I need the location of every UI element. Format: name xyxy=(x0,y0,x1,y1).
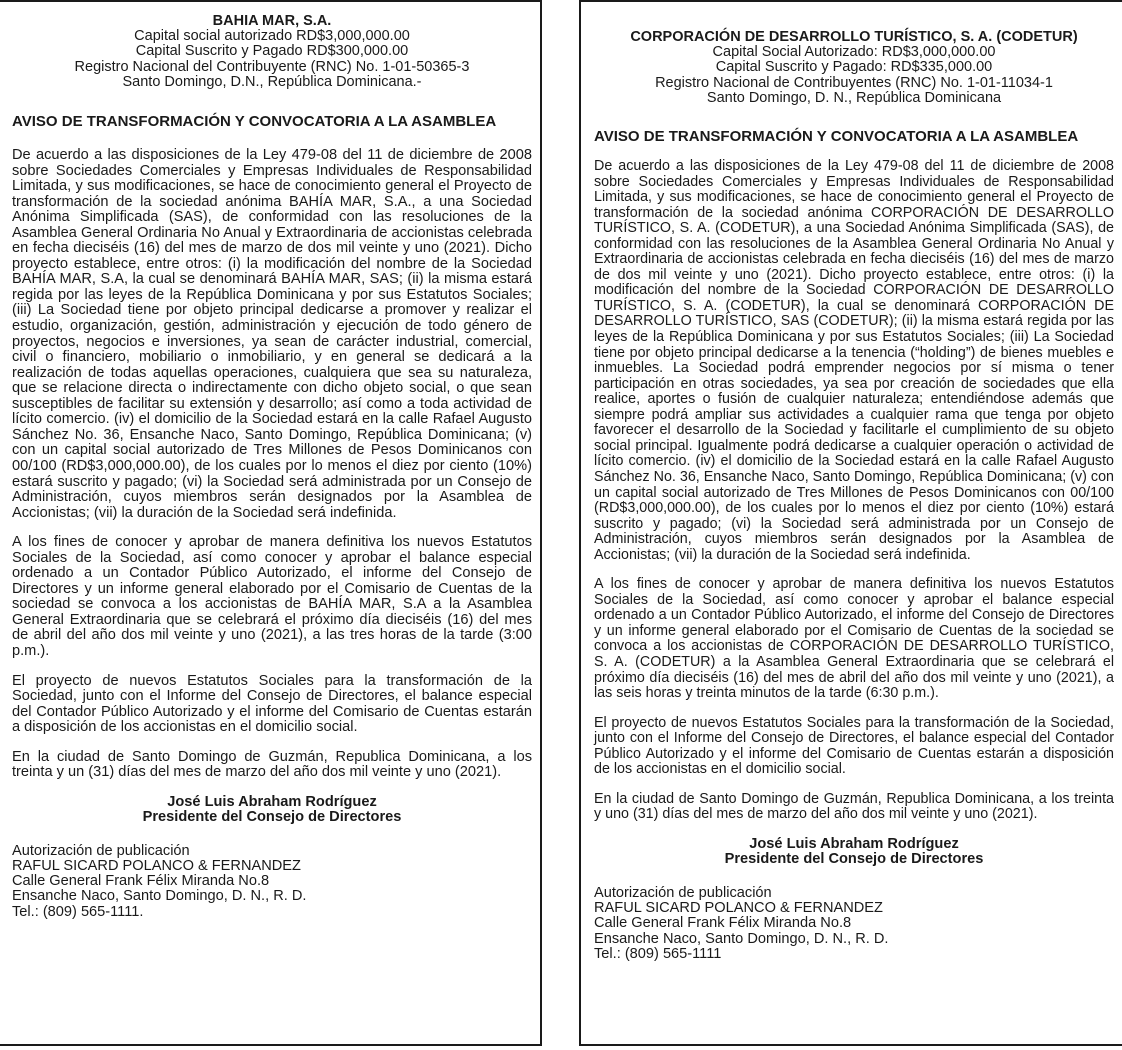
law-firm-name: RAFUL SICARD POLANCO & FERNANDEZ xyxy=(594,900,883,917)
publication-authorization xyxy=(12,844,532,920)
signer-role: Presidente del Consejo de Directores xyxy=(724,851,984,868)
publication-label: Autorización de publicación xyxy=(12,842,190,859)
availability-paragraph: El proyecto de nuevos Estatutos Sociales para la transformación de la Sociedad, junto con el Informe del Consejo de Directores, el balance especial del Contador Público Autorizado y el informe del Comisario de Cuentas estarán a disposición de los accionistas en el domicilio social. xyxy=(12,672,532,736)
company-name: BAHIA MAR, S.A. xyxy=(212,13,332,29)
company-header xyxy=(12,14,532,90)
company-location: Santo Domingo, D. N., República Dominicana xyxy=(706,89,1002,106)
notice-bahia-mar xyxy=(0,0,542,1046)
date-paragraph: En la ciudad de Santo Domingo de Guzmán, Republica Dominicana, a los treinta y un (31) días del mes de marzo del año dos mil veinte y uno (2021). xyxy=(12,748,532,781)
notice-title: AVISO DE TRANSFORMACIÓN Y CONVOCATORIA A LA ASAMBLEA xyxy=(594,128,1079,146)
law-firm-city: Ensanche Naco, Santo Domingo, D. N., R. D. xyxy=(594,930,889,947)
column-gutter xyxy=(542,0,579,1050)
availability-paragraph: El proyecto de nuevos Estatutos Sociales para la transformación de la Sociedad, junto con el Informe del Consejo de Directores, el balance especial del Contador Público Autorizado y el informe del Comisario de Cuentas estarán a disposición de los accionistas en el domicilio social. xyxy=(594,714,1114,778)
notice-title: AVISO DE TRANSFORMACIÓN Y CONVOCATORIA A LA ASAMBLEA xyxy=(12,113,497,131)
notice-body xyxy=(594,30,1114,962)
law-firm-name: RAFUL SICARD POLANCO & FERNANDEZ xyxy=(12,858,301,874)
law-firm-city: Ensanche Naco, Santo Domingo, D. N., R. D. xyxy=(12,888,307,905)
signer-name: José Luis Abraham Rodríguez xyxy=(167,793,377,810)
signature-block xyxy=(594,837,1114,868)
convocation-paragraph: A los fines de conocer y aprobar de manera definitiva los nuevos Estatutos Sociales de la Sociedad, así como conocer y aprobar el balance especial ordenado a un Contador Público Autorizado, el informe del Consejo de Directores y un informe general elaborado por el Comisario de Cuentas de la sociedad se convoca a los accionistas de BAHÍA MAR, S.A a la Asamblea General Extraordinaria que se celebrará el próximo día dieciséis (16) del mes de abril del año dos mil veinte y uno (2021), a las tres horas de la tarde (3:00 p.m.). xyxy=(12,534,532,659)
date-paragraph: En la ciudad de Santo Domingo de Guzmán, Republica Dominicana, a los treinta y uno (31) días del mes de marzo del año dos mil veinte y uno (2021). xyxy=(594,790,1114,823)
transformation-paragraph: De acuerdo a las disposiciones de la Ley 479-08 del 11 de diciembre de 2008 sobre Sociedades Comerciales y Empresas Individuales de Responsabilidad Limitada, y sus modificaciones, se hace de conocimiento general el Proyecto de transformación de la sociedad anónima BAHÍA MAR, S.A., a una Sociedad Anónima Simplificada (SAS), de conformidad con las resoluciones de la Asamblea General Ordinaria No Anual y Extraordinaria de accionistas celebrada en fecha dieciséis (16) del mes de marzo de dos mil veinte y uno (2021). Dicho proyecto establece, entre otros: (i) la modificación del nombre de la Sociedad BAHÍA MAR, S.A, la cual se denominará BAHÍA MAR, SAS; (ii) la misma estará regida por las leyes de la República Dominicana y por sus Estatutos Sociales; (iii) La Sociedad tiene por objeto principal dedicarse a promover y realizar el estudio, organización, gestión, administración y ejecución de todo género de proyectos, negocios e inversiones, ya sean de carácter industrial, comercial, civil o financiero, mobiliario o inmobiliario, y en general se dedicará a la realización de todas aquellas operaciones, cualquiera que sea su naturaleza, que se relacione directa o indirectamente con dicho objeto social, o que sean susceptibles de facilitar su extensión y desarrollo; así como a toda actividad de lícito comercio. (iv) el domicilio de la Sociedad estará en la calle Rafael Augusto Sánchez No. 36, Ensanche Naco, Santo Domingo, República Dominicana; (v) con un capital social autorizado de Tres Millones de Pesos Dominicanos con 00/100 (RD$3,000,000.00), de los cuales por lo menos el diez por ciento (10%) estará suscrito y pagado; (vi) la Sociedad será administrada por un Consejo de Administración, cuyos miembros serán designados por la Asamblea de Accionistas; (vii) la duración de la Sociedad será indefinida. xyxy=(12,147,532,521)
rnc-number: Registro Nacional de Contribuyentes (RNC) No. 1-01-11034-1 xyxy=(655,74,1053,91)
publication-authorization xyxy=(594,886,1114,962)
publication-label: Autorización de publicación xyxy=(594,884,772,901)
authorized-capital: Capital social autorizado RD$3,000,000.00 xyxy=(134,28,410,45)
company-location: Santo Domingo, D.N., República Dominicana.- xyxy=(122,73,422,90)
authorized-capital: Capital Social Autorizado: RD$3,000,000.00 xyxy=(712,44,996,61)
transformation-paragraph: De acuerdo a las disposiciones de la Ley 479-08 del 11 de diciembre de 2008 sobre Sociedades Comerciales y Empresas Individuales de Responsabilidad Limitada, y sus modificaciones, se hace de conocimiento general el Proyecto de transformación de la sociedad anónima CORPORACIÓN DE DESARROLLO TURÍSTICO, S. A. (CODETUR), a una Sociedad Anónima Simplificada (SAS), de conformidad con las resoluciones de la Asamblea General Ordinaria No Anual y Extraordinaria de accionistas celebrada en fecha dieciséis (16) del mes de marzo de dos mil veinte y uno (2021). Dicho proyecto establece, entre otros: (i) la modificación del nombre de la Sociedad CORPORACIÓN DE DESARROLLO TURÍSTICO, S. A. (CODETUR), la cual se denominará CORPORACIÓN DE DESARROLLO TURÍSTICO, SAS (CODETUR); (ii) la misma estará regida por las leyes de la República Dominicana y por sus Estatutos Sociales; (iii) La Sociedad tiene por objeto principal dedicarse a la tenencia (“holding”) de bienes muebles e inmuebles. La Sociedad podrá emprender negocios por sí misma o tener participación en otras sociedades, ya sea por creación de sociedades que ella realice, aportes o fusión de cualquier naturaleza; entendiéndose además que siempre podrá ampliar sus actividades a cualquier rama que tenga por objeto favorecer el desarrollo de la Sociedad y facilitarle el cumplimiento de su objeto social principal. Igualmente podrá dedicarse a cualquier operación o actividad de lícito comercio. (iv) el domicilio de la Sociedad estará en la calle Rafael Augusto Sánchez No. 36, Ensanche Naco, Santo Domingo, República Dominicana; (v) con un capital social autorizado de Tres Millones de Pesos Dominicanos con 00/100 (RD$3,000,000.00), de los cuales por lo menos el diez por ciento (10%) estará suscrito y pagado; (vi) la Sociedad será administrada por un Consejo de Administración, cuyos miembros serán designados por la Asamblea de Accionistas; (vii) la duración de la Sociedad será indefinida. xyxy=(594,158,1114,563)
company-name: CORPORACIÓN DE DESARROLLO TURÍSTICO, S. A. (CODETUR) xyxy=(630,29,1078,45)
rnc-number: Registro Nacional del Contribuyente (RNC) No. 1-01-50365-3 xyxy=(74,58,470,75)
notice-codetur xyxy=(579,0,1122,1046)
subscribed-capital: Capital Suscrito y Pagado: RD$335,000.00 xyxy=(715,59,993,76)
law-firm-phone: Tel.: (809) 565-1111 xyxy=(594,945,722,962)
convocation-paragraph: A los fines de conocer y aprobar de manera definitiva los nuevos Estatutos Sociales de la Sociedad, así como conocer y aprobar el balance especial ordenado a un Contador Público Autorizado, el informe del Consejo de Directores y un informe general elaborado por el Comisario de Cuentas de la sociedad se convoca a los accionistas de CORPORACIÓN DE DESARROLLO TURÍSTICO, S. A. (CODETUR) a la Asamblea General Extraordinaria que se celebrará el próximo día dieciséis (16) del mes de abril del año dos mil veinte y uno (2021), a las seis horas y treinta minutos de la tarde (6:30 p.m.). xyxy=(594,576,1114,702)
notice-body xyxy=(12,14,532,920)
law-firm-street: Calle General Frank Félix Miranda No.8 xyxy=(12,873,270,890)
company-header xyxy=(594,30,1114,106)
signature-block xyxy=(12,795,532,826)
signer-name: José Luis Abraham Rodríguez xyxy=(749,835,959,852)
subscribed-capital: Capital Suscrito y Pagado RD$300,000.00 xyxy=(135,43,409,60)
law-firm-street: Calle General Frank Félix Miranda No.8 xyxy=(594,915,852,932)
signer-role: Presidente del Consejo de Directores xyxy=(142,809,402,826)
law-firm-phone: Tel.: (809) 565-1111. xyxy=(12,903,144,920)
